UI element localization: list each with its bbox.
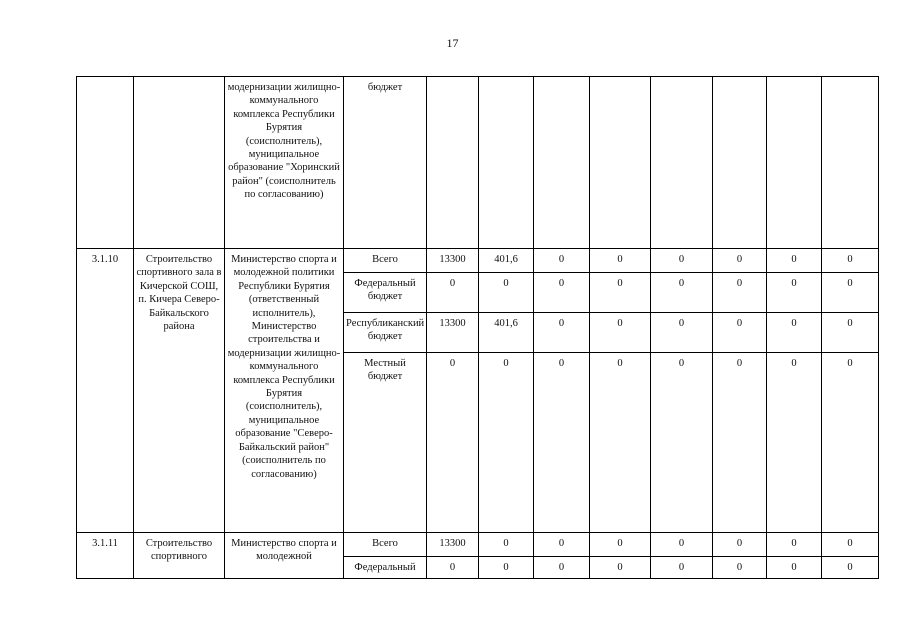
- value-cell: [651, 77, 713, 249]
- value-cell: 0: [590, 557, 651, 579]
- funding-source: Всего: [344, 249, 427, 273]
- value-cell: [534, 77, 590, 249]
- value-cell: 0: [767, 353, 822, 533]
- value-cell: 0: [767, 273, 822, 313]
- value-cell: 0: [713, 249, 767, 273]
- value-cell: 0: [651, 533, 713, 557]
- value-cell: 0: [534, 249, 590, 273]
- value-cell: 0: [590, 353, 651, 533]
- value-cell: 0: [534, 533, 590, 557]
- value-cell: [479, 77, 534, 249]
- executor-cell: модернизации жилищно-коммунального комплекса Республики Бурятия (соисполнитель), муниципальное образование "Хоринский район" (соисполнитель по согласованию): [225, 77, 344, 249]
- table-body: [77, 77, 879, 579]
- value-cell: 0: [713, 533, 767, 557]
- value-cell: 0: [713, 557, 767, 579]
- value-cell: 0: [767, 533, 822, 557]
- page-number: 17: [446, 36, 459, 50]
- row-code: [77, 77, 134, 249]
- table-row: [77, 249, 879, 273]
- funding-source: Федеральный: [344, 557, 427, 579]
- value-cell: 0: [427, 353, 479, 533]
- value-cell: 0: [651, 313, 713, 353]
- value-cell: 0: [534, 353, 590, 533]
- value-cell: [590, 77, 651, 249]
- funding-source: Федеральный бюджет: [344, 273, 427, 313]
- value-cell: [427, 77, 479, 249]
- value-cell: 0: [822, 273, 879, 313]
- value-cell: 0: [822, 313, 879, 353]
- value-cell: 0: [427, 273, 479, 313]
- funding-source: Местный бюджет: [344, 353, 427, 533]
- value-cell: 0: [767, 557, 822, 579]
- value-cell: 0: [590, 249, 651, 273]
- value-cell: 401,6: [479, 313, 534, 353]
- value-cell: 401,6: [479, 249, 534, 273]
- row-code: 3.1.11: [77, 533, 134, 579]
- value-cell: 0: [713, 353, 767, 533]
- value-cell: 0: [590, 273, 651, 313]
- value-cell: 0: [651, 273, 713, 313]
- executor-cell: Министерство спорта и молодежной политики Республики Бурятия (ответственный исполнитель), Министерство строительства и модернизации жилищно-коммунального комплекса Республики Бурятия (соисполнитель), муниципальное образование "Северо-Байкальский район" (соисполнитель по согласованию): [225, 249, 344, 533]
- value-cell: [713, 77, 767, 249]
- value-cell: 0: [651, 557, 713, 579]
- value-cell: 0: [427, 557, 479, 579]
- value-cell: 0: [479, 557, 534, 579]
- object-name: Строительство спортивного: [134, 533, 225, 579]
- value-cell: 13300: [427, 313, 479, 353]
- value-cell: 0: [590, 533, 651, 557]
- value-cell: 0: [534, 313, 590, 353]
- funding-source: Республиканский бюджет: [344, 313, 427, 353]
- value-cell: 13300: [427, 249, 479, 273]
- object-name: [134, 77, 225, 249]
- value-cell: 0: [713, 313, 767, 353]
- value-cell: 0: [651, 249, 713, 273]
- value-cell: 0: [767, 313, 822, 353]
- value-cell: [767, 77, 822, 249]
- value-cell: 0: [479, 533, 534, 557]
- value-cell: 0: [590, 313, 651, 353]
- object-name: Строительство спортивного зала в Кичерской СОШ, п. Кичера Северо-Байкальского района: [134, 249, 225, 533]
- value-cell: 0: [479, 273, 534, 313]
- value-cell: 0: [822, 533, 879, 557]
- value-cell: 0: [822, 249, 879, 273]
- value-cell: 0: [767, 249, 822, 273]
- row-code: 3.1.10: [77, 249, 134, 533]
- table-row: [77, 77, 879, 249]
- funding-source: Всего: [344, 533, 427, 557]
- executor-cell: Министерство спорта и молодежной: [225, 533, 344, 579]
- value-cell: 0: [651, 353, 713, 533]
- value-cell: 0: [479, 353, 534, 533]
- funding-source: бюджет: [344, 77, 427, 249]
- value-cell: 0: [822, 557, 879, 579]
- value-cell: 0: [534, 273, 590, 313]
- value-cell: 0: [822, 353, 879, 533]
- value-cell: 0: [534, 557, 590, 579]
- budget-table: [76, 76, 879, 579]
- value-cell: 13300: [427, 533, 479, 557]
- value-cell: 0: [713, 273, 767, 313]
- table-row: [77, 533, 879, 557]
- value-cell: [822, 77, 879, 249]
